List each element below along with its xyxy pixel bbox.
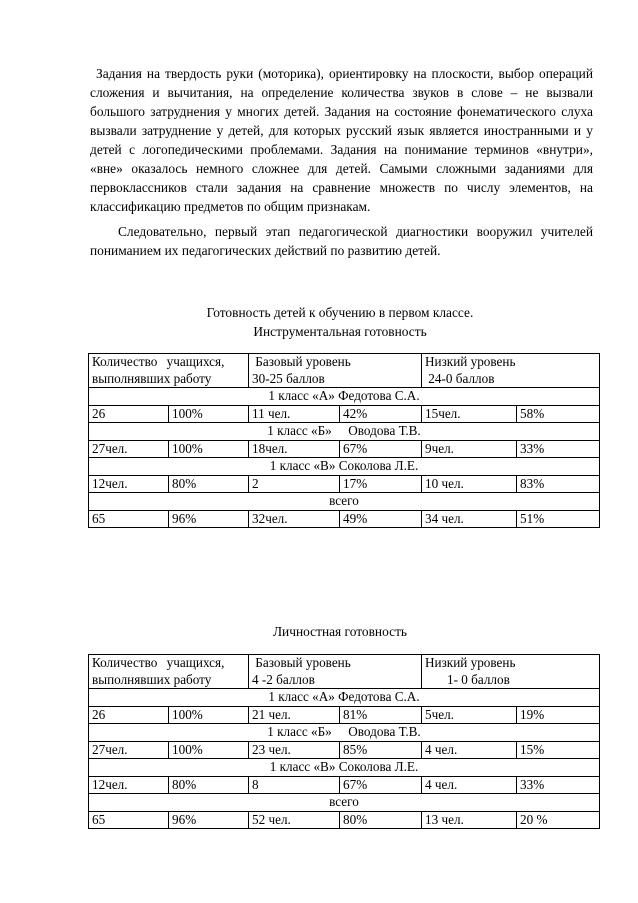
group-label: 1 класс «Б» Оводова Т.В. xyxy=(89,724,600,742)
table-row xyxy=(89,811,600,829)
student-count: 65 xyxy=(89,510,169,528)
student-count: 65 xyxy=(89,811,169,829)
base-count: 18чел. xyxy=(249,440,340,458)
low-count: 10 чел. xyxy=(422,475,517,493)
student-percent: 80% xyxy=(169,475,249,493)
group-label: 1 класс «А» Федотова С.А. xyxy=(89,388,600,406)
table-row xyxy=(89,405,600,423)
group-label-row xyxy=(89,794,600,812)
low-percent: 83% xyxy=(517,475,600,493)
group-label-row xyxy=(89,458,600,476)
table-header-row xyxy=(89,354,600,388)
base-percent: 81% xyxy=(340,706,422,724)
low-count: 34 чел. xyxy=(422,510,517,528)
header-low-level: Низкий уровень 1- 0 баллов xyxy=(422,655,600,689)
student-percent: 100% xyxy=(169,405,249,423)
header-low-level: Низкий уровень 24-0 баллов xyxy=(422,354,600,388)
table-row xyxy=(89,475,600,493)
student-percent: 80% xyxy=(169,776,249,794)
student-percent: 100% xyxy=(169,706,249,724)
base-count: 21 чел. xyxy=(249,706,340,724)
student-count: 12чел. xyxy=(89,776,169,794)
group-label: 1 класс «Б» Оводова Т.В. xyxy=(89,423,600,441)
group-label-row xyxy=(89,493,600,511)
header-students: Количество учащихся, выполнявших работу xyxy=(89,655,249,689)
total-label: всего xyxy=(89,493,600,511)
section1-subtitle: Инструментальная готовность xyxy=(253,324,427,339)
low-percent: 15% xyxy=(517,741,600,759)
total-label: всего xyxy=(89,794,600,812)
low-percent: 51% xyxy=(517,510,600,528)
table-row xyxy=(89,776,600,794)
group-label-row xyxy=(89,689,600,707)
group-label: 1 класс «В» Соколова Л.Е. xyxy=(89,759,600,777)
conclusion-paragraph: Следовательно, первый этап педагогической диагностики вооружил учителей пониманием их педагогических действий по развитию детей. xyxy=(90,224,593,258)
instrumental-readiness-table xyxy=(88,353,600,528)
group-label-row xyxy=(89,388,600,406)
student-count: 27чел. xyxy=(89,440,169,458)
base-count: 2 xyxy=(249,475,340,493)
base-percent: 42% xyxy=(340,405,422,423)
header-base-level: Базовый уровень 30-25 баллов xyxy=(249,354,422,388)
low-percent: 20 % xyxy=(517,811,600,829)
low-count: 5чел. xyxy=(422,706,517,724)
base-percent: 85% xyxy=(340,741,422,759)
table-row xyxy=(89,440,600,458)
base-count: 11 чел. xyxy=(249,405,340,423)
base-percent: 67% xyxy=(340,440,422,458)
base-percent: 67% xyxy=(340,776,422,794)
table-header-row xyxy=(89,655,600,689)
low-percent: 33% xyxy=(517,776,600,794)
low-count: 9чел. xyxy=(422,440,517,458)
low-count: 13 чел. xyxy=(422,811,517,829)
intro-paragraph: Задания на твердость руки (моторика), ориентировку на плоскости, выбор операций сложения и вычитания, на определение количества звуков в слове – не вызвали большого затруднения у многих детей. Задания на состояние фонематического слуха вызвали затруднение у детей, для которых русский язык является иностранными и у детей с логопедическими проблемами. Задания на понимание терминов «внутри», «вне» оказалось немного сложнее для детей. Самыми сложными заданиями для первоклассников стали задания на сравнение множеств по числу элементов, на классификацию предметов по общим признакам. xyxy=(90,66,593,214)
student-count: 26 xyxy=(89,706,169,724)
section2-title: Личностная готовность xyxy=(272,624,408,639)
header-students: Количество учащихся, выполнявших работу xyxy=(89,354,249,388)
table-row xyxy=(89,510,600,528)
student-count: 12чел. xyxy=(89,475,169,493)
group-label: 1 класс «А» Федотова С.А. xyxy=(89,689,600,707)
student-percent: 100% xyxy=(169,440,249,458)
group-label: 1 класс «В» Соколова Л.Е. xyxy=(89,458,600,476)
base-percent: 17% xyxy=(340,475,422,493)
low-count: 4 чел. xyxy=(422,741,517,759)
table-row xyxy=(89,706,600,724)
student-percent: 96% xyxy=(169,510,249,528)
base-count: 32чел. xyxy=(249,510,340,528)
student-count: 26 xyxy=(89,405,169,423)
header-base-level: Базовый уровень 4 -2 баллов xyxy=(249,655,422,689)
student-count: 27чел. xyxy=(89,741,169,759)
low-percent: 58% xyxy=(517,405,600,423)
student-percent: 100% xyxy=(169,741,249,759)
low-percent: 33% xyxy=(517,440,600,458)
student-percent: 96% xyxy=(169,811,249,829)
group-label-row xyxy=(89,724,600,742)
section1-title: Готовность детей к обучению в первом классе. xyxy=(206,305,474,320)
group-label-row xyxy=(89,423,600,441)
low-count: 15чел. xyxy=(422,405,517,423)
base-percent: 49% xyxy=(340,510,422,528)
personal-readiness-table xyxy=(88,654,600,829)
base-count: 23 чел. xyxy=(249,741,340,759)
group-label-row xyxy=(89,759,600,777)
base-count: 52 чел. xyxy=(249,811,340,829)
table-row xyxy=(89,741,600,759)
base-count: 8 xyxy=(249,776,340,794)
low-percent: 19% xyxy=(517,706,600,724)
base-percent: 80% xyxy=(340,811,422,829)
low-count: 4 чел. xyxy=(422,776,517,794)
